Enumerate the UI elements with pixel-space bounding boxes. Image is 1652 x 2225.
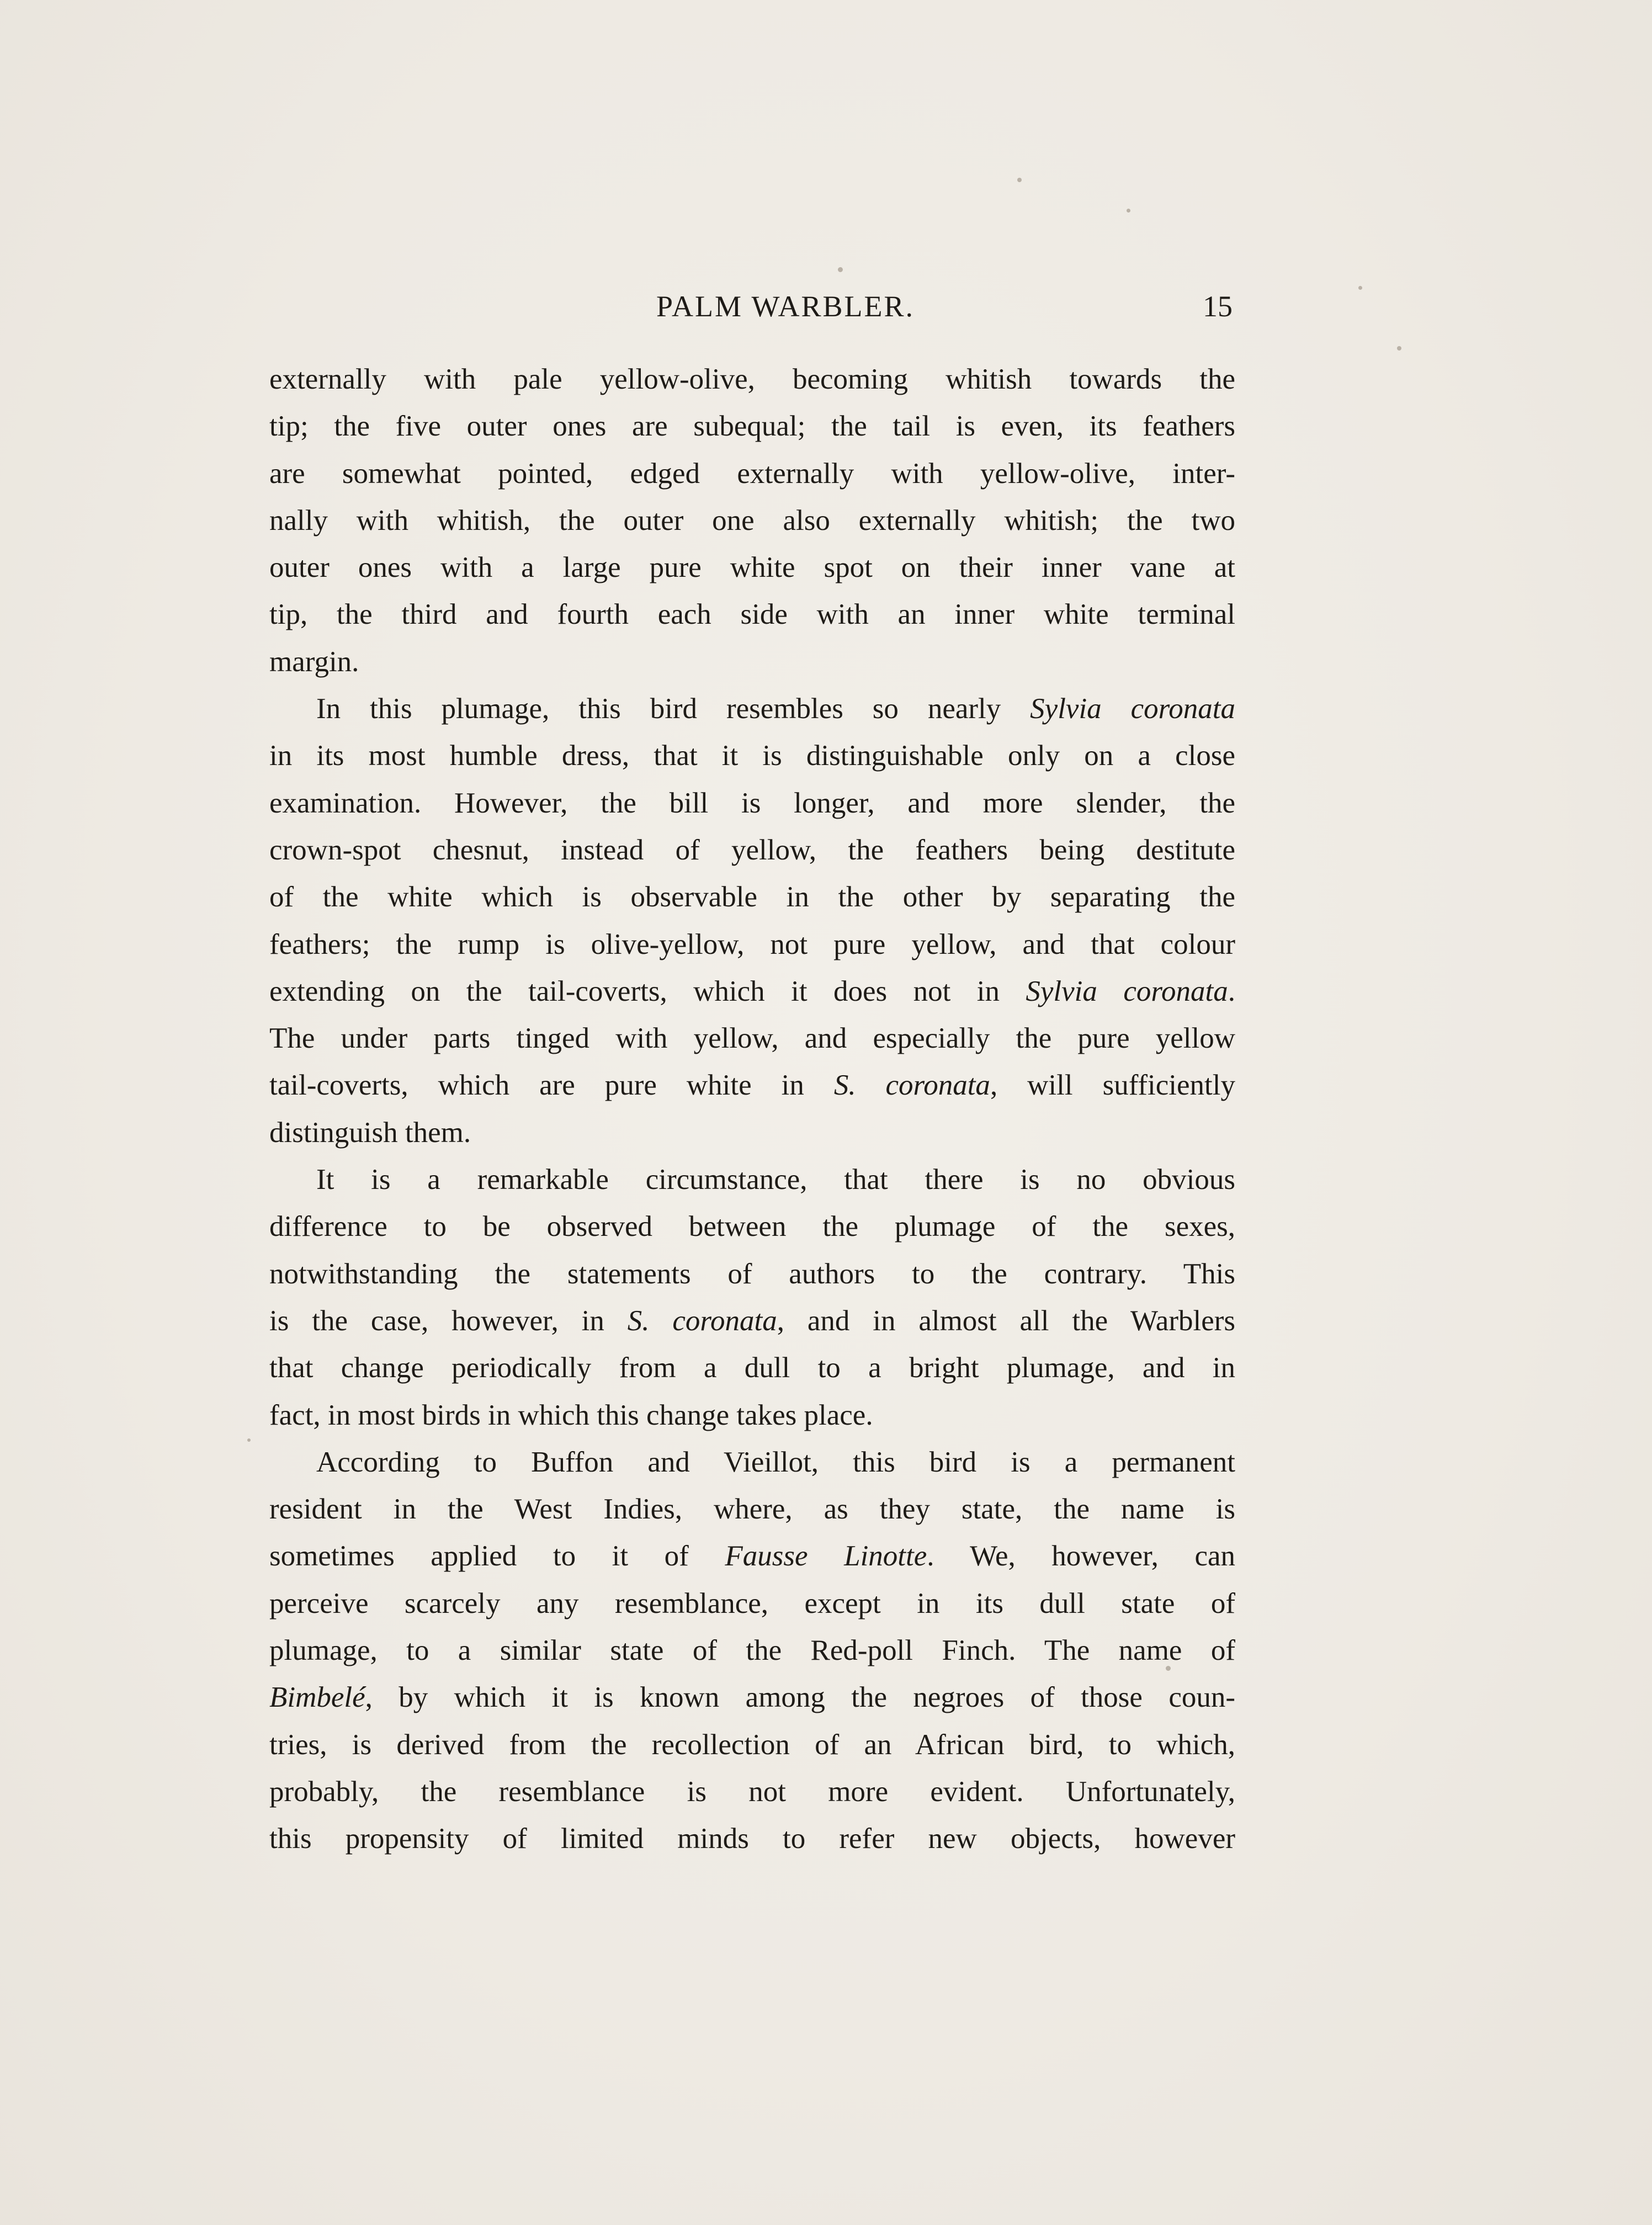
text-line: In this plumage, this bird resembles so nearly Sylvia coronata xyxy=(316,693,1235,725)
italic-term: S. coronata xyxy=(627,1304,777,1337)
paper-speck xyxy=(247,1438,251,1442)
text-line: examination. However, the bill is longer, and more slender, the xyxy=(269,787,1235,819)
paper-speck xyxy=(838,267,843,272)
paper-speck xyxy=(1017,178,1022,182)
italic-term: Fausse Linotte xyxy=(725,1540,927,1573)
text-line: crown-spot chesnut, instead of yellow, the feathers being destitute xyxy=(269,833,1235,866)
text-line: tip; the five outer ones are subequal; the tail is even, its feathers xyxy=(269,410,1235,443)
text-line: is the case, however, in S. coronata, and in almost all the Warblers xyxy=(269,1304,1235,1337)
text-line: According to Buffon and Vieillot, this bird is a permanent xyxy=(316,1446,1235,1478)
paper-speck xyxy=(1358,286,1362,290)
text-line: sometimes applied to it of Fausse Linotte. We, however, can xyxy=(269,1540,1236,1573)
text-line: distinguish them. xyxy=(269,1116,471,1149)
paper-speck xyxy=(1127,209,1130,213)
text-line: plumage, to a similar state of the Red-poll Finch. The name of xyxy=(269,1634,1235,1667)
text-line: The under parts tinged with yellow, and especially the pure yellow xyxy=(269,1022,1235,1055)
text-line: nally with whitish, the outer one also externally whitish; the two xyxy=(269,504,1235,537)
text-line: are somewhat pointed, edged externally with yellow-olive, inter- xyxy=(269,457,1235,490)
text-line: that change periodically from a dull to a bright plumage, and in xyxy=(269,1352,1235,1384)
italic-term: Bimbelé xyxy=(269,1681,365,1714)
text-line: outer ones with a large pure white spot on their inner vane at xyxy=(269,551,1235,584)
text-line: margin. xyxy=(269,645,359,678)
text-line: tail-coverts, which are pure white in S. coronata, will sufficiently xyxy=(269,1069,1235,1102)
text-line: extending on the tail-coverts, which it does not in Sylvia coronata. xyxy=(269,975,1235,1007)
text-line: in its most humble dress, that it is distinguishable only on a close xyxy=(269,740,1235,772)
text-line: this propensity of limited minds to refer new objects, however xyxy=(269,1823,1235,1855)
text-line: Bimbelé, by which it is known among the negroes of those coun- xyxy=(269,1681,1235,1714)
body-text xyxy=(269,356,1235,1863)
text-line: It is a remarkable circumstance, that there is no obvious xyxy=(316,1164,1235,1196)
text-line: fact, in most birds in which this change takes place. xyxy=(269,1399,873,1431)
text-line: notwithstanding the statements of authors to the contrary. This xyxy=(269,1257,1235,1290)
running-title: PALM WARBLER. xyxy=(656,290,915,323)
italic-term: S. coronata xyxy=(833,1069,990,1102)
text-line: perceive scarcely any resemblance, except in its dull state of xyxy=(269,1587,1235,1619)
text-line: difference to be observed between the plumage of the sexes, xyxy=(269,1210,1235,1243)
running-header xyxy=(269,284,1235,328)
text-line: tries, is derived from the recollection of an African bird, to which, xyxy=(269,1728,1235,1761)
page-number: 15 xyxy=(1203,290,1233,323)
italic-term: Sylvia coronata xyxy=(1030,693,1235,725)
text-line: feathers; the rump is olive-yellow, not pure yellow, and that colour xyxy=(269,928,1235,960)
text-line: externally with pale yellow-olive, becoming whitish towards the xyxy=(269,363,1235,395)
text-line: resident in the West Indies, where, as they state, the name is xyxy=(269,1493,1235,1526)
text-line: probably, the resemblance is not more evident. Unfortunately, xyxy=(269,1775,1235,1808)
text-line: of the white which is observable in the other by separating the xyxy=(269,881,1235,914)
italic-term: Sylvia coronata xyxy=(1026,975,1228,1007)
text-line: tip, the third and fourth each side with an inner white terminal xyxy=(269,598,1235,631)
paper-speck xyxy=(1397,346,1401,351)
